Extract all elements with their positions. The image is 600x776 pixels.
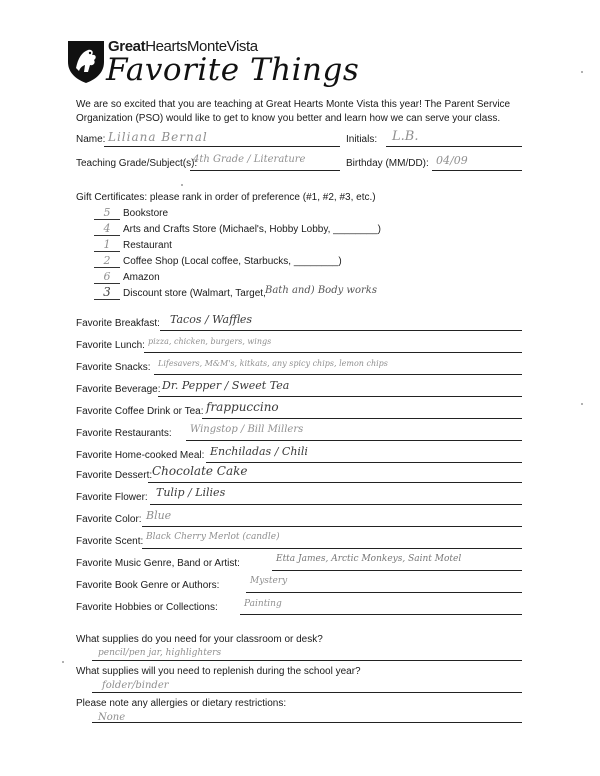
name-field[interactable]: Liliana Bernal [108,130,208,144]
restaurants-field[interactable]: Wingstop / Bill Millers [190,424,304,435]
breakfast-field[interactable]: Tacos / Waffles [170,313,253,326]
birthday-field[interactable]: 04/09 [436,154,468,167]
supplies-replenish-field[interactable]: folder/binder [102,680,169,691]
book-field[interactable]: Mystery [250,576,288,586]
color-label: Favorite Color: [76,514,142,525]
music-field[interactable]: Etta James, Arctic Monkeys, Saint Motel [276,554,462,564]
supplies-replenish-label: What supplies will you need to replenish during the school year? [76,666,361,677]
home-meal-label: Favorite Home-cooked Meal: [76,450,205,461]
rank-coffee-shop[interactable]: 2 [103,254,111,267]
allergies-field[interactable]: None [98,712,126,723]
breakfast-label: Favorite Breakfast: [76,318,160,329]
dessert-label: Favorite Dessert: [76,470,153,481]
restaurants-label: Favorite Restaurants: [76,428,172,439]
color-field[interactable]: Blue [146,509,172,522]
gift-discount-store-extra[interactable]: Bath and) Body works [265,285,377,296]
supplies-classroom-label: What supplies do you need for your classroom or desk? [76,634,323,645]
coffee-drink-label: Favorite Coffee Drink or Tea: [76,406,204,417]
snacks-field[interactable]: Lifesavers, M&M's, kitkats, any spicy chips, lemon chips [158,359,388,368]
rank-amazon[interactable]: 6 [103,270,111,283]
initials-field[interactable]: L.B. [392,129,419,144]
allergies-label: Please note any allergies or dietary restrictions: [76,698,287,709]
gift-arts-crafts-label: Arts and Crafts Store (Michael's, Hobby Lobby, ________) [123,224,381,235]
book-label: Favorite Book Genre or Authors: [76,580,220,591]
snacks-label: Favorite Snacks: [76,362,151,373]
rank-arts-crafts[interactable]: 4 [103,222,111,235]
hobbies-label: Favorite Hobbies or Collections: [76,602,218,613]
brand-name: GreatHeartsMonteVista [108,38,258,55]
flower-field[interactable]: Tulip / Lilies [156,486,226,499]
coffee-drink-field[interactable]: frappuccino [206,400,279,414]
beverage-field[interactable]: Dr. Pepper / Sweet Tea [162,379,290,392]
page-title: Favorite Things [106,52,360,88]
rank-restaurant[interactable]: 1 [103,238,111,251]
name-label: Name: [76,134,106,145]
rank-discount-store[interactable]: 3 [103,285,111,299]
gift-coffee-shop-label: Coffee Shop (Local coffee, Starbucks, ________) [123,256,342,267]
grade-field[interactable]: 4th Grade / Literature [193,154,306,165]
gift-restaurant-label: Restaurant [123,240,172,251]
supplies-classroom-field[interactable]: pencil/pen jar, highlighters [98,648,222,658]
dessert-field[interactable]: Chocolate Cake [152,464,248,478]
rank-bookstore[interactable]: 5 [103,206,111,219]
scent-label: Favorite Scent: [76,536,144,547]
music-label: Favorite Music Genre, Band or Artist: [76,558,240,569]
gift-amazon-label: Amazon [123,272,160,283]
scent-field[interactable]: Black Cherry Merlot (candle) [146,532,280,542]
home-meal-field[interactable]: Enchiladas / Chili [210,445,308,458]
intro-text: We are so excited that you are teaching at Great Hearts Monte Vista this year! The Parent Service Organization (PSO) would like to get to know you better and learn how we can serve your class. [76,99,511,124]
school-crest-logo [66,38,106,84]
gift-heading: Gift Certificates: please rank in order of preference (#1, #2, #3, etc.) [76,192,376,203]
birthday-label: Birthday (MM/DD): [346,158,429,169]
gift-bookstore-label: Bookstore [123,208,169,219]
initials-label: Initials: [346,134,378,145]
gift-discount-store-label: Discount store (Walmart, Target, [123,288,266,299]
lunch-field[interactable]: pizza, chicken, burgers, wings [148,337,272,346]
grade-label: Teaching Grade/Subject(s): [76,158,198,169]
lunch-label: Favorite Lunch: [76,340,145,351]
flower-label: Favorite Flower: [76,492,148,503]
hobbies-field[interactable]: Painting [244,599,282,609]
beverage-label: Favorite Beverage: [76,384,161,395]
